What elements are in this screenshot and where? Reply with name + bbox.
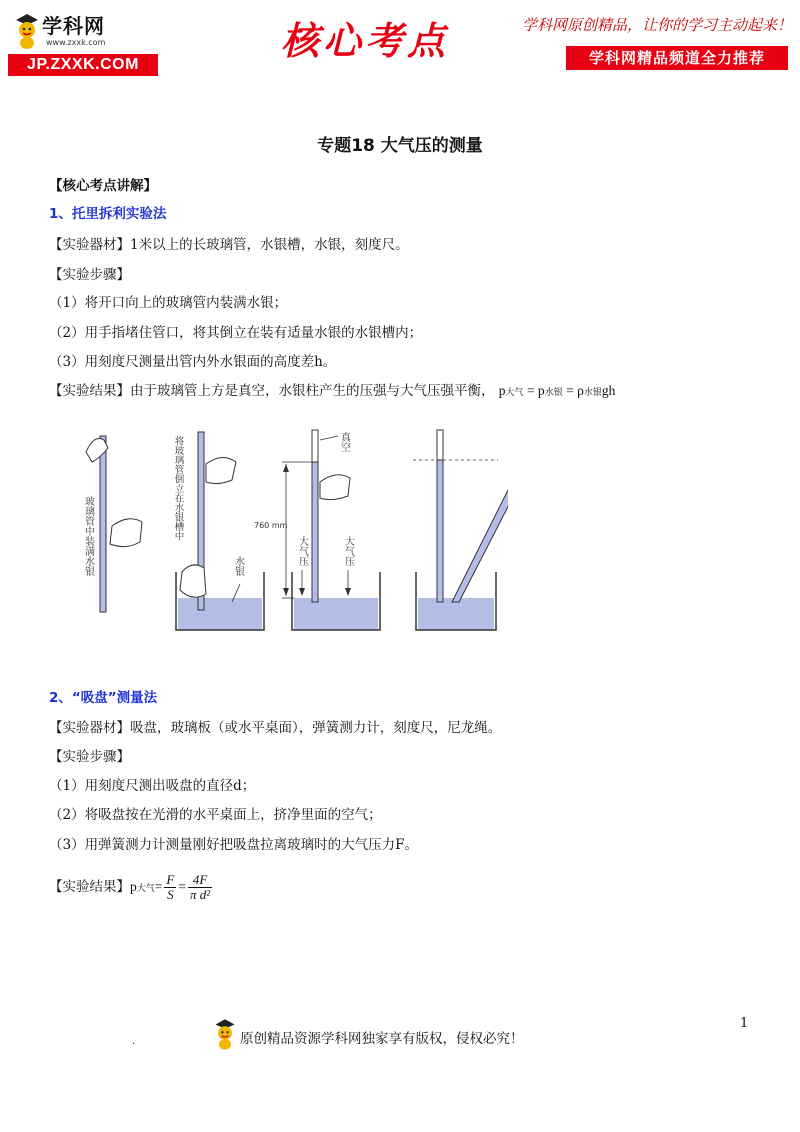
logo-url-banner[interactable]: JP.ZXXK.COM [8,54,158,76]
page-header [0,0,800,80]
formula-p: p [498,383,506,398]
section2-heading: 2、“吸盘”测量法 [49,690,158,706]
document-title: 专题18 大气压的测量 [317,136,483,156]
sec2-step-1: （1）用刻度尺测出吸盘的直径d； [49,778,256,794]
sec2-materials-text: 吸盘，玻璃板（或水平桌面），弹簧测力计，刻度尺，尼龙绳。 [130,720,502,736]
logo-name: 学科网 [42,14,105,38]
fig-label-invert: 将玻璃管倒立在水银槽中 [172,436,184,541]
mascot-icon [12,12,42,50]
page-number: 1 [740,1016,749,1031]
fig-label-atm-left: 大气压 [296,536,308,566]
suction-formula [130,872,214,903]
fig-label-height: 760 mm [254,521,288,530]
logo-small-url: www.zxxk.com [46,38,106,47]
formula2-p: p [130,879,137,894]
formula-sub-atm: 大气 [505,387,524,397]
fig-label-mercury: 水银 [232,556,244,576]
mascot-icon [212,1017,238,1051]
sec1-result-text: 由于玻璃管上方是真空，水银柱产生的压强与大气压强平衡， [130,383,495,399]
sec2-step-3: （3）用弹簧测力计测量刚好把吸盘拉离玻璃时的大气压力F。 [49,837,418,853]
panel-invert-tube [173,432,265,630]
fig-label-atm-right: 大气压 [342,536,354,566]
sec2-materials [49,719,501,737]
fraction2-numerator: 4F [188,873,212,888]
sec1-step-2: （2）用手指堵住管口，将其倒立在装有适量水银的水银槽内； [49,325,423,341]
formula-eq2: = ρ [562,383,584,398]
panel-inclined-tube [413,430,508,630]
fig-label-vacuum: 真空 [338,432,350,452]
torricelli-experiment-figure [68,422,508,642]
footer-dot: . [132,1036,136,1047]
sec1-steps-label: 【实验步骤】 [49,267,130,283]
fig-label-fill: 玻璃管中装满水银 [82,496,94,576]
torricelli-formula [499,383,616,398]
panel-mercury-column [254,430,380,630]
sec2-steps-label: 【实验步骤】 [49,749,130,765]
sec1-result-label: 【实验结果】 [49,383,130,399]
formula2-sub-atm: 大气 [136,883,155,893]
panel-fill-tube [83,436,143,612]
fraction-f-over-s [164,873,176,902]
section1-heading: 1、托里拆利实验法 [49,206,167,222]
fraction-4f-over-pid2 [188,873,212,902]
formula2-eq1: = [154,879,163,894]
site-logo[interactable] [8,8,158,78]
sec2-result-label: 【实验结果】 [49,879,130,895]
sec1-step-3: （3）用刻度尺测量出管内外水银面的高度差h。 [49,354,337,370]
sec2-result [49,871,214,904]
section-header: 【核心考点讲解】 [49,178,157,194]
formula2-eq2: = [178,879,186,894]
page-footer [210,1017,590,1057]
header-recommend-banner: 学科网精品频道全力推荐 [566,46,788,70]
sec1-materials-label: 【实验器材】 [49,237,130,253]
sec1-materials-text: 1米以上的长玻璃管，水银槽，水银，刻度尺。 [130,237,409,253]
formula-sub-hg1: 水银 [544,387,563,397]
formula-eq1: = p [523,383,545,398]
fraction2-denominator: π d² [189,887,211,903]
fraction1-numerator: F [166,872,175,888]
header-slogan: 学科网原创精品，让你的学习主动起来！ [521,16,792,34]
sec2-materials-label: 【实验器材】 [49,720,130,736]
header-center-title: 核心考点 [280,18,449,63]
fraction1-denominator: S [167,887,174,903]
formula-gh: gh [601,383,616,398]
sec2-step-2: （2）将吸盘按在光滑的水平桌面上，挤净里面的空气； [49,807,382,823]
sec1-step-1: （1）将开口向上的玻璃管内装满水银； [49,295,288,311]
sec1-materials [49,236,409,254]
sec1-result [49,382,615,401]
formula-sub-hg2: 水银 [583,387,602,397]
copyright-notice: 原创精品资源学科网独家享有版权，侵权必究！ [240,1031,524,1047]
